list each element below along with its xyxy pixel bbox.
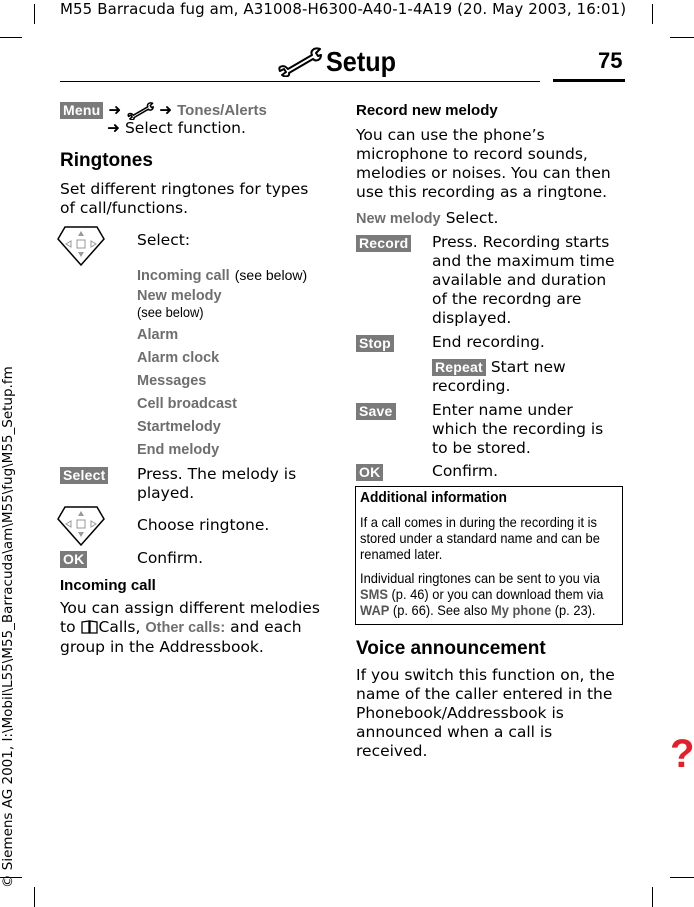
- ringtones-intro: Set different ringtones for types of call/functions.: [60, 180, 309, 217]
- stop-key-row: [356, 333, 394, 352]
- nav-select-text: Select function.: [124, 119, 246, 137]
- option-incoming-call: [137, 265, 307, 284]
- page-number: 75: [598, 48, 623, 73]
- new-melody-line: [356, 208, 498, 228]
- incoming-text-2: and each group: [60, 618, 302, 656]
- save-desc: Enter name under which the recording is to be stored.: [432, 401, 604, 457]
- ok-softkey: OK: [356, 464, 383, 481]
- repeat-line: [432, 358, 622, 396]
- menu-key: Menu: [60, 102, 103, 119]
- header-rule-right: [553, 79, 625, 82]
- option-label: New melody: [137, 288, 222, 304]
- arrow-right-icon: ➜: [159, 101, 173, 119]
- stop-softkey: Stop: [356, 335, 394, 352]
- record-desc: Press. Recording starts and the maximum time available and duration of the recordng are displayed.: [432, 233, 615, 327]
- record-softkey: Record: [356, 235, 411, 252]
- crop-mark: [34, 887, 35, 907]
- option-new-melody: [137, 288, 417, 320]
- my-phone-link: My phone: [491, 602, 552, 618]
- crop-mark: [34, 4, 35, 24]
- record-heading: Record new melody: [356, 102, 498, 119]
- wap-link: WAP: [360, 602, 390, 618]
- header-rule-left: [60, 81, 540, 82]
- option-end-melody: End melody: [137, 442, 220, 458]
- info-text: (p. 23).: [554, 602, 596, 618]
- select-softkey: Select: [60, 467, 108, 484]
- book-icon: [81, 620, 99, 634]
- save-key-row: [356, 401, 396, 420]
- incoming-calls: Calls,: [98, 618, 141, 636]
- choose-desc: Choose ringtone.: [137, 516, 270, 534]
- repeat-text: Start new recording.: [432, 358, 566, 395]
- incoming-call-text: [60, 599, 330, 657]
- info-heading: Additional information: [360, 490, 507, 506]
- arrow-right-icon: ➜: [108, 101, 122, 119]
- save-softkey: Save: [356, 403, 396, 420]
- running-head: M55 Barracuda fug am, A31008-H6300-A40-1-4A19 (20. May 2003, 16:01): [60, 0, 627, 18]
- option-startmelody: Startmelody: [137, 419, 221, 435]
- menu-path-item: Tones/Alerts: [177, 102, 267, 119]
- info-text: Individual ringtones can be sent to you via: [360, 570, 600, 586]
- select-key-row: [60, 465, 108, 484]
- crop-mark: [0, 37, 22, 38]
- crop-mark: [670, 877, 694, 878]
- new-melody-select: Select.: [445, 209, 499, 227]
- option-note: (see below): [137, 304, 204, 320]
- option-cell-broadcast: Cell broadcast: [137, 396, 237, 412]
- navigation-key-icon: [56, 225, 106, 267]
- stop-desc: End recording.: [432, 333, 545, 351]
- ringtones-heading: Ringtones: [60, 150, 153, 171]
- sms-link: SMS: [360, 586, 388, 602]
- repeat-softkey: Repeat: [432, 359, 486, 376]
- option-label: Incoming call: [137, 268, 230, 284]
- record-intro: You can use the phone’s microphone to record sounds, melodies or noises. You can then use this recording as a ringtone.: [356, 126, 611, 201]
- ok-key-row: [60, 549, 87, 568]
- additional-info-box: [355, 486, 623, 625]
- crop-mark: [652, 4, 653, 24]
- ok-key-row-right: [356, 462, 383, 481]
- record-key-row: [356, 233, 411, 252]
- ok-softkey: OK: [60, 551, 87, 568]
- ok-desc: Confirm.: [137, 549, 204, 567]
- incoming-text-1: You can assign different melodies to: [60, 599, 320, 636]
- new-melody-menu: New melody: [356, 211, 441, 227]
- crop-mark: [652, 887, 653, 907]
- wrench-icon: [126, 102, 154, 120]
- page-title: Setup: [326, 46, 397, 77]
- incoming-call-heading: Incoming call: [60, 577, 156, 594]
- ok-desc-right: Confirm.: [432, 462, 499, 480]
- voice-text: If you switch this function on, the name of the caller entered in the Phonebook/Addressbook is announced when a call is received.: [356, 666, 615, 760]
- incoming-text-3: in the Addressbook.: [109, 638, 264, 656]
- margin-question-mark: ?: [670, 732, 694, 776]
- page-title-block: [276, 44, 404, 80]
- option-alarm: Alarm: [137, 327, 179, 343]
- option-messages: Messages: [137, 373, 207, 389]
- select-label: Select:: [137, 231, 191, 249]
- select-desc: Press. The melody is played.: [137, 465, 297, 502]
- info-para-2: [360, 570, 618, 618]
- option-note: (see below): [234, 267, 308, 283]
- crop-mark: [670, 37, 694, 38]
- nav-select-function: [107, 119, 246, 138]
- voice-heading: Voice announcement: [356, 638, 546, 659]
- arrow-right-icon: ➜: [107, 119, 120, 137]
- option-alarm-clock: Alarm clock: [137, 350, 220, 366]
- navigation-key-icon: [56, 505, 106, 547]
- info-para-1: If a call comes in during the recording it is stored under a standard name and can be renamed later.: [360, 514, 600, 562]
- info-text: (p. 46) or you can download them via: [391, 586, 604, 602]
- wrench-icon: [276, 47, 322, 77]
- info-text: (p. 66). See also: [392, 602, 488, 618]
- sidebar-copyright: © Siemens AG 2001, I:\Mobil\L55\M55_Barracuda\am\M55\fug\M55_Setup.fm: [0, 366, 16, 888]
- nav-path: [60, 101, 330, 120]
- other-calls-menu: Other calls:: [145, 620, 226, 636]
